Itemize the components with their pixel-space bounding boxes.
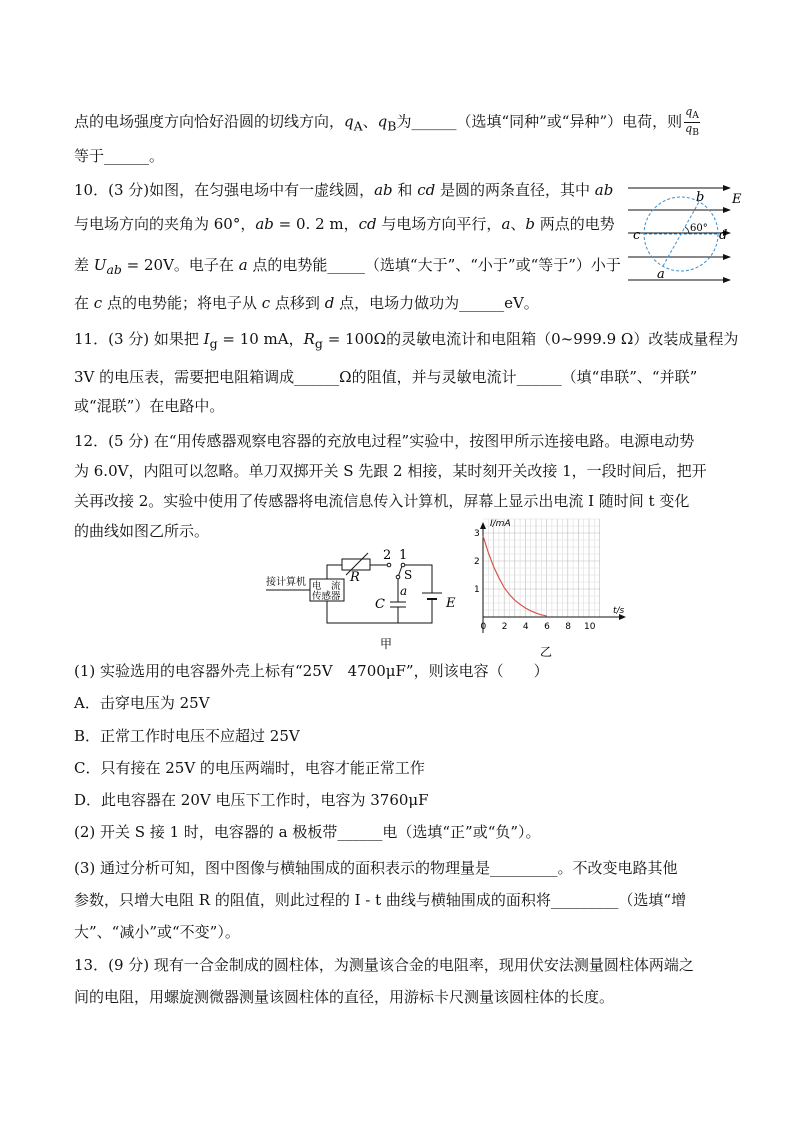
q10-l2c: = 0. 2 m， (273, 215, 359, 233)
sensor-label-2: 传感器 (312, 591, 341, 602)
q10-l2i: 两点的电势 (535, 215, 615, 233)
q9-line-1 (74, 106, 700, 139)
q12-line-2: 为 6.0V，内阻可以忽略。单刀双掷开关 S 先跟 2 相接，某时刻开关改接 1，一段时间后，把开 (74, 462, 707, 480)
q10-l1c: 和 (392, 181, 418, 199)
q9-qB: q (377, 112, 388, 131)
caption-yi: 乙 (540, 645, 553, 659)
label-S: S (404, 568, 413, 582)
q11-l1d-sub: g (314, 336, 323, 351)
q10-l2b: ab (255, 215, 274, 233)
graph-xlabel: t/s (613, 606, 625, 616)
x-tick-label: 8 (565, 622, 572, 632)
q9-text-b: 为______（选填“同种”或“异种”）电荷，则 (396, 112, 683, 131)
q10-l2f: a (501, 215, 511, 233)
q12-part-2: (2) 开关 S 接 1 时，电容器的 a 极板带______电（选填“正”或“负”）。 (74, 823, 541, 841)
q10-line-1 (74, 180, 613, 200)
caption-jia: 甲 (380, 637, 393, 651)
q9-line-2: 等于______。 (74, 147, 165, 165)
q10-line-4 (74, 293, 539, 313)
q12-option-b: B．正常工作时电压不应超过 25V (74, 727, 300, 745)
label-d: d (719, 228, 728, 243)
q12-part-3-line-2: 参数，只增大电阻 R 的阻值，则此过程的 I - t 曲线与横轴围成的面积将_________（选填“增 (74, 891, 687, 909)
label-2: 2 (383, 548, 392, 563)
q10-line-3 (74, 255, 621, 280)
y-axis-arrow (480, 522, 486, 529)
label-angle: 60° (690, 223, 708, 234)
q9-text-a: 点的电场强度方向恰好沿圆的切线方向， (74, 112, 345, 131)
label-b: b (696, 190, 705, 205)
q10-l2g: 、 (510, 215, 526, 233)
q10-l4c: 点的电势能；将电子从 (102, 294, 262, 312)
q9-qA: q (344, 112, 354, 131)
switch-pivot (396, 575, 400, 579)
x-tick-label: 6 (544, 622, 550, 632)
q10-l4f: d (324, 294, 335, 312)
x-tick-label: 0 (480, 622, 487, 632)
q10-l3d: a (238, 256, 248, 274)
q12-option-c: C．只有接在 25V 的电压两端时，电容才能正常工作 (74, 759, 425, 777)
q13-line-2: 间的电阻，用螺旋测微器测量该圆柱体的直径，用游标卡尺测量该圆柱体的长度。 (74, 988, 615, 1006)
q11-line-1 (74, 329, 738, 354)
x-tick-label: 4 (522, 622, 529, 632)
q13-line-1: 13．(9 分) 现有一合金制成的圆柱体，为测量该合金的电阻率，现用伏安法测量圆柱体两端之 (74, 956, 694, 974)
label-E: E (446, 596, 456, 611)
y-tick-label: 1 (474, 585, 480, 595)
q10-l3b-sub: ab (106, 262, 122, 277)
q11-l1d: R (303, 330, 315, 348)
q10-l2e: 与电场方向平行， (376, 215, 502, 233)
label-c: c (633, 228, 641, 243)
q10-l4e: 点移到 (270, 294, 325, 312)
q12-option-a: A．击穿电压为 25V (74, 694, 210, 712)
q10-l3c: = 20V。电子在 (121, 256, 239, 274)
current-time-graph (468, 517, 628, 659)
label-R: R (350, 570, 360, 585)
q10-l1f: ab (594, 181, 614, 199)
q12-part-3-line-3: 大”、“减小”或“不变”）。 (74, 923, 240, 941)
q12-part-1: (1) 实验选用的电容器外壳上标有“25V 4700μF”，则该电容（ ） (74, 662, 549, 680)
q12-option-d: D．此电容器在 20V 电压下工作时，电容为 3760μF (74, 791, 429, 809)
q11-line-3: 或“混联”）在电路中。 (74, 397, 225, 415)
q11-line-2: 3V 的电压表，需要把电阻箱调成______Ω的阻值，并与灵敏电流计______（填“串联”、“并联” (74, 368, 698, 386)
q11-l1c: = 10 mA， (217, 330, 304, 348)
terminal-1 (401, 563, 405, 567)
label-1: 1 (399, 548, 408, 563)
label-E: E (732, 192, 742, 207)
graph-ylabel: I/mA (490, 519, 511, 529)
q10-l1d: cd (417, 181, 436, 199)
q11-l1b-sub: g (209, 336, 218, 351)
label-a: a (400, 584, 408, 598)
q10-l2h: b (525, 215, 536, 233)
circuit-diagram (262, 545, 467, 655)
q10-l3e: 点的电势能_____（选填“大于”、“小于”或“等于”）小于 (247, 256, 621, 274)
q10-l1a: 10．(3 分)如图，在匀强电场中有一虚线圆， (74, 181, 375, 199)
label-a: a (657, 267, 665, 282)
q11-l1b: I (203, 330, 210, 348)
q10-l2d: cd (358, 215, 377, 233)
q10-field-figure (626, 180, 746, 290)
q9-fraction (684, 106, 700, 139)
q10-line-2 (74, 214, 615, 234)
q11-l1e: = 100Ω的灵敏电流计和电阻箱（0~999.9 Ω）改装成量程为 (322, 330, 739, 348)
q10-l2a: 与电场方向的夹角为 60°， (74, 215, 256, 233)
y-tick-label: 2 (474, 557, 480, 567)
q9-qB-sub: B (387, 118, 397, 134)
q12-line-3: 关再改接 2。实验中使用了传感器将电流信息传入计算机，屏幕上显示出电流 I 随时间 t 变化 (74, 492, 690, 510)
q12-line-1: 12．(5 分) 在“用传感器观察电容器的充放电过程”实验中，按图甲所示连接电路。电源电动势 (74, 432, 695, 450)
x-tick-label: 2 (501, 622, 508, 632)
q9-qA-sub: A (353, 118, 363, 134)
q9-frac-den-sub: B (692, 127, 699, 139)
q10-l4g: 点，电场力做功为______eV。 (334, 294, 539, 312)
terminal-2 (387, 563, 391, 567)
q9-frac-num: q (685, 105, 693, 118)
y-tick-label: 3 (474, 529, 480, 539)
computer-label: 接计算机 (266, 577, 306, 588)
q11-l1a: 11．(3 分) 如果把 (74, 330, 204, 348)
q9-sep: 、 (362, 112, 378, 131)
q9-frac-den: q (685, 122, 693, 136)
q10-l3a: 差 (74, 256, 94, 274)
q10-l1b: ab (374, 181, 393, 199)
x-tick-label: 10 (584, 622, 596, 632)
q9-frac-num-sub: A (692, 110, 699, 122)
q10-l1e: 是圆的两条直径，其中 (435, 181, 595, 199)
sensor-label-1: 电 流 (312, 581, 341, 592)
wire-top (327, 565, 342, 579)
q12-part-3-line-1: (3) 通过分析可知，图中图像与横轴围成的面积表示的物理量是_________。不改变电路其他 (74, 859, 678, 877)
q10-l4b: c (93, 294, 103, 312)
q10-l4d: c (261, 294, 271, 312)
q10-l4a: 在 (74, 294, 94, 312)
label-C: C (375, 597, 385, 612)
q10-l3b: U (93, 256, 107, 274)
q12-line-4: 的曲线如图乙所示。 (74, 522, 210, 540)
